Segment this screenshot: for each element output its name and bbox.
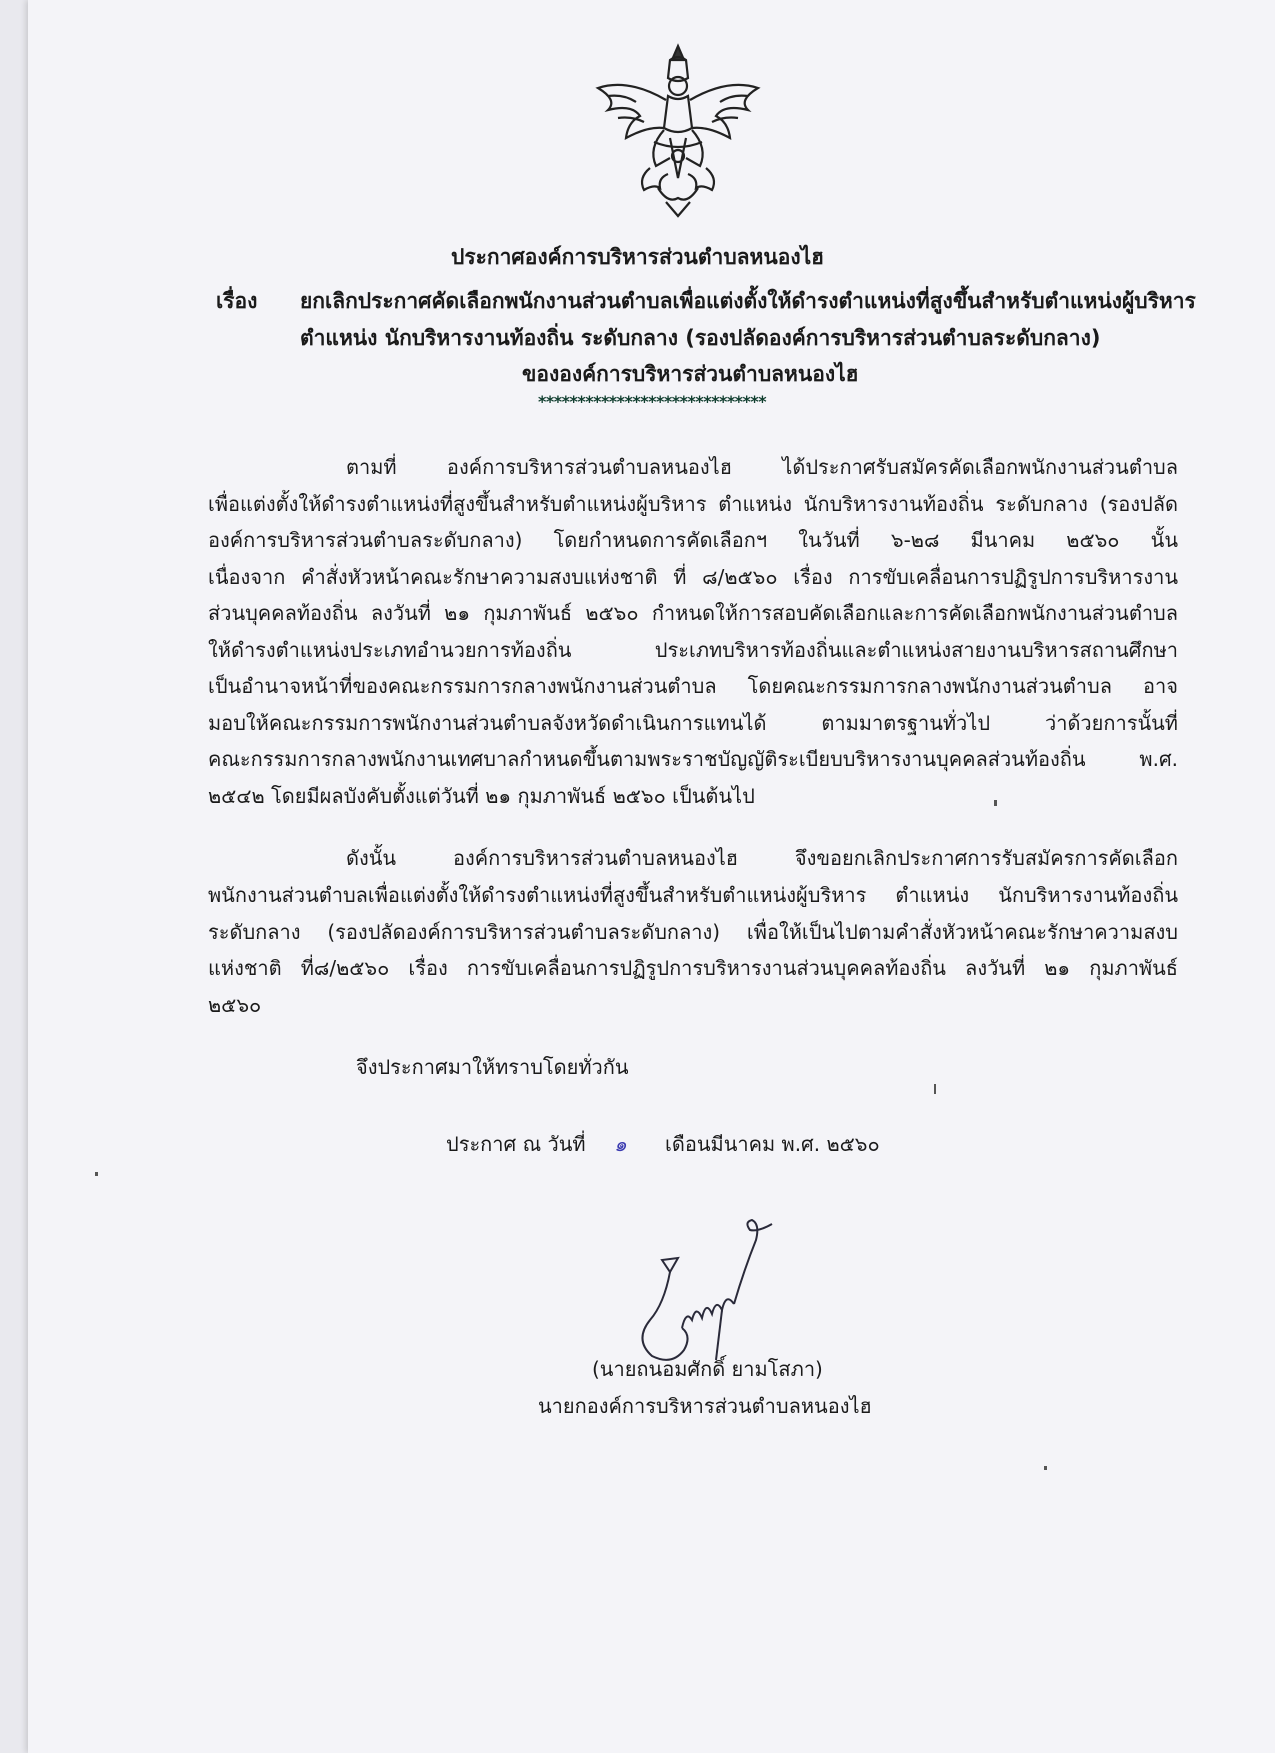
dateline: [446, 1128, 880, 1160]
paragraph1-line: ให้ดำรงตำแหน่งประเภทอำนวยการท้องถิ่น ประเภทบริหารท้องถิ่นและตำแหน่งสายงานบริหารสถานศึกษา: [208, 638, 1178, 662]
signer-name: (นายถนอมศักดิ์ ยามโสภา): [592, 1357, 823, 1381]
document-title: ประกาศองค์การบริหารส่วนตำบลหนองไฮ: [451, 245, 824, 269]
subject-line-2: ตำแหน่ง นักบริหารงานท้องถิ่น ระดับกลาง (รองปลัดองค์การบริหารส่วนตำบลระดับกลาง): [300, 326, 1101, 350]
paragraph2-line: แห่งชาติ ที่๘/๒๕๖๐ เรื่อง การขับเคลื่อนการปฏิรูปการบริหารงานส่วนบุคคลท้องถิ่น ลงวันที่ ๒๑ กุมภาพันธ์: [208, 956, 1178, 980]
paragraph1-line: เนื่องจาก คำสั่งหัวหน้าคณะรักษาความสงบแห่งชาติ ที่ ๘/๒๕๖๐ เรื่อง การขับเคลื่อนการปฏิรูปการบริหารงาน: [208, 565, 1178, 589]
subject-label: เรื่อง: [216, 289, 258, 313]
separator-line: *****************************: [538, 392, 767, 411]
paragraph2-line: ระดับกลาง (รองปลัดองค์การบริหารส่วนตำบลระดับกลาง) เพื่อให้เป็นไปตามคำสั่งหัวหน้าคณะรักษาความสงบ: [208, 920, 1178, 944]
paragraph1-line: เพื่อแต่งตั้งให้ดำรงตำแหน่งที่สูงขึ้นสำหรับตำแหน่งผู้บริหาร ตำแหน่ง นักบริหารงานท้องถิ่น ระดับกลาง (รองปลัด: [208, 492, 1178, 516]
scan-speck: [934, 1084, 936, 1094]
dateline-day: ๑: [613, 1132, 627, 1156]
paragraph1-line: มอบให้คณะกรรมการพนักงานส่วนตำบลจังหวัดดำเนินการแทนได้ ตามมาตรฐานทั่วไป ว่าด้วยการนั้นที่: [208, 711, 1178, 735]
paragraph1-line: คณะกรรมการกลางพนักงานเทศบาลกำหนดขึ้นตามพระราชบัญญัติระเบียบบริหารงานบุคคลส่วนท้องถิ่น พ.ศ.: [208, 747, 1178, 771]
paragraph2-line: ดังนั้น องค์การบริหารส่วนตำบลหนองไฮ จึงขอยกเลิกประกาศการรับสมัครการคัดเลือก: [346, 846, 1178, 870]
paragraph1-line: องค์การบริหารส่วนตำบลระดับกลาง) โดยกำหนดการคัดเลือกฯ ในวันที่ ๖-๒๘ มีนาคม ๒๕๖๐ นั้น: [208, 528, 1178, 552]
announcement-line: จึงประกาศมาให้ทราบโดยทั่วกัน: [356, 1055, 629, 1079]
paragraph1-line: ๒๕๔๒ โดยมีผลบังคับตั้งแต่วันที่ ๒๑ กุมภาพันธ์ ๒๕๖๐ เป็นต้นไป: [208, 784, 755, 808]
dateline-suffix: เดือนมีนาคม พ.ศ. ๒๕๖๐: [665, 1132, 880, 1156]
paragraph1-line: ส่วนบุคคลท้องถิ่น ลงวันที่ ๒๑ กุมภาพันธ์ ๒๕๖๐ กำหนดให้การสอบคัดเลือกและการคัดเลือกพนักงานส่วนตำบล: [208, 601, 1178, 625]
paragraph2-line: พนักงานส่วนตำบลเพื่อแต่งตั้งให้ดำรงตำแหน่งที่สูงขึ้นสำหรับตำแหน่งผู้บริหาร ตำแหน่ง นักบริหารงานท้องถิ่น: [208, 883, 1178, 907]
handwritten-signature: [612, 1200, 792, 1370]
subject-line-1: ยกเลิกประกาศคัดเลือกพนักงานส่วนตำบลเพื่อแต่งตั้งให้ดำรงตำแหน่งที่สูงขึ้นสำหรับตำแหน่งผู้บริหาร: [300, 289, 1196, 313]
paragraph2-line: ๒๕๖๐: [208, 993, 262, 1017]
scan-speck: [994, 800, 997, 806]
signer-title: นายกองค์การบริหารส่วนตำบลหนองไฮ: [538, 1394, 872, 1418]
paragraph1-line: ตามที่ องค์การบริหารส่วนตำบลหนองไฮ ได้ประกาศรับสมัครคัดเลือกพนักงานส่วนตำบล: [346, 455, 1178, 479]
subject-line-3: ขององค์การบริหารส่วนตำบลหนองไฮ: [522, 362, 859, 386]
paragraph1-line: เป็นอำนาจหน้าที่ของคณะกรรมการกลางพนักงานส่วนตำบล โดยคณะกรรมการกลางพนักงานส่วนตำบล อาจ: [208, 674, 1178, 698]
scan-speck: [95, 1172, 98, 1176]
dateline-prefix: ประกาศ ณ วันที่: [446, 1132, 586, 1156]
garuda-emblem-icon: [588, 38, 768, 220]
scan-speck: [1044, 1466, 1047, 1470]
